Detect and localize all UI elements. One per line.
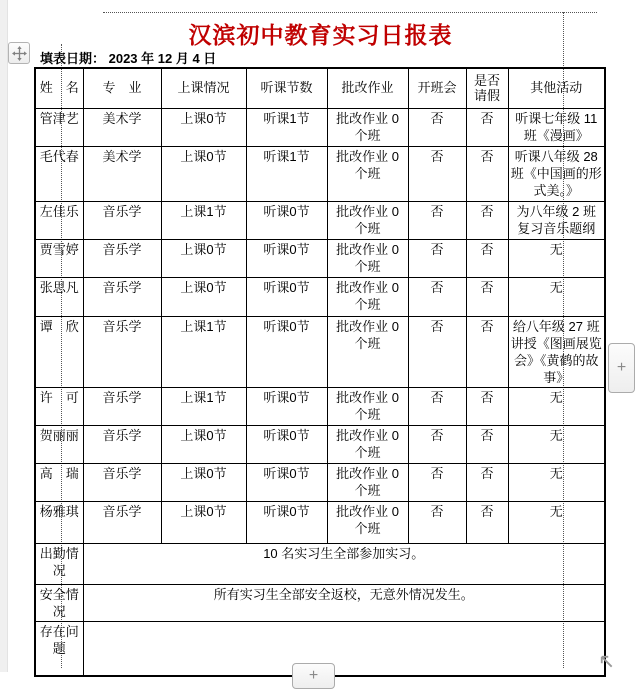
safety-label-cell[interactable]: 安全情况: [35, 584, 83, 621]
name-cell[interactable]: 左佳乐: [35, 201, 83, 239]
attendance-content-cell[interactable]: 10 名实习生全部参加实习。: [83, 543, 605, 584]
homework-cell[interactable]: 批改作业 0 个班: [327, 387, 408, 425]
major-cell[interactable]: 音乐学: [83, 425, 161, 463]
activity-cell[interactable]: 无: [508, 387, 605, 425]
major-cell[interactable]: 音乐学: [83, 239, 161, 277]
header-row: [35, 68, 605, 108]
mouse-cursor-icon: [599, 654, 614, 674]
summary-row-attendance: [35, 543, 605, 584]
teaching-cell[interactable]: 上课0节: [161, 463, 246, 501]
leave-cell[interactable]: 否: [466, 316, 508, 387]
table-row: [35, 201, 605, 239]
teaching-cell[interactable]: 上课1节: [161, 201, 246, 239]
class-meeting-cell[interactable]: 否: [408, 316, 466, 387]
teaching-cell[interactable]: 上课0节: [161, 146, 246, 201]
activity-cell[interactable]: 无: [508, 239, 605, 277]
leave-cell[interactable]: 否: [466, 425, 508, 463]
table-move-handle[interactable]: [8, 42, 30, 64]
table-row: [35, 501, 605, 543]
activity-cell[interactable]: 听课七年级 11 班《漫画》: [508, 108, 605, 146]
leave-cell[interactable]: 否: [466, 501, 508, 543]
class-meeting-cell[interactable]: 否: [408, 501, 466, 543]
class-meeting-cell[interactable]: 否: [408, 463, 466, 501]
name-cell[interactable]: 高 瑞: [35, 463, 83, 501]
problems-label-cell[interactable]: 存在问题: [35, 621, 83, 676]
four-way-arrow-icon: [12, 46, 27, 61]
activity-cell[interactable]: 听课八年级 28 班《中国画的形式美。》: [508, 146, 605, 201]
class-meeting-cell[interactable]: 否: [408, 146, 466, 201]
homework-cell[interactable]: 批改作业 0 个班: [327, 463, 408, 501]
name-cell[interactable]: 谭 欣: [35, 316, 83, 387]
teaching-cell[interactable]: 上课0节: [161, 501, 246, 543]
teaching-cell[interactable]: 上课0节: [161, 277, 246, 316]
activity-cell[interactable]: 无: [508, 277, 605, 316]
homework-cell[interactable]: 批改作业 0 个班: [327, 201, 408, 239]
table-row: [35, 108, 605, 146]
activity-cell[interactable]: 为八年级 2 班复习音乐题纲: [508, 201, 605, 239]
table-row: [35, 239, 605, 277]
teaching-cell[interactable]: 上课1节: [161, 387, 246, 425]
major-cell[interactable]: 美术学: [83, 146, 161, 201]
summary-row-safety: [35, 584, 605, 621]
leave-cell[interactable]: 否: [466, 201, 508, 239]
name-cell[interactable]: 管津艺: [35, 108, 83, 146]
safety-content-cell[interactable]: 所有实习生全部安全返校，无意外情况发生。: [83, 584, 605, 621]
activity-cell[interactable]: 无: [508, 501, 605, 543]
plus-icon: +: [308, 667, 319, 684]
name-cell[interactable]: 杨雅琪: [35, 501, 83, 543]
leave-cell[interactable]: 否: [466, 108, 508, 146]
document-title[interactable]: 汉滨初中教育实习日报表: [188, 22, 453, 48]
major-cell[interactable]: 音乐学: [83, 277, 161, 316]
add-row-button[interactable]: [292, 663, 335, 689]
name-cell[interactable]: 贺丽丽: [35, 425, 83, 463]
listening-cell[interactable]: 听课0节: [246, 387, 327, 425]
activity-cell[interactable]: 无: [508, 463, 605, 501]
name-cell[interactable]: 许 可: [35, 387, 83, 425]
col-header-major[interactable]: 专 业: [83, 68, 161, 108]
col-header-class-meeting[interactable]: 开班会: [408, 68, 466, 108]
fill-date-line[interactable]: 填表日期： 2023 年 12 月 4 日: [40, 51, 217, 66]
homework-cell[interactable]: 批改作业 0 个班: [327, 239, 408, 277]
homework-cell[interactable]: 批改作业 0 个班: [327, 108, 408, 146]
listening-cell[interactable]: 听课0节: [246, 277, 327, 316]
activity-cell[interactable]: 给八年级 27 班讲授《图画展览会》《黄鹤的故事》: [508, 316, 605, 387]
listening-cell[interactable]: 听课1节: [246, 108, 327, 146]
teaching-cell[interactable]: 上课1节: [161, 316, 246, 387]
major-cell[interactable]: 美术学: [83, 108, 161, 146]
listening-cell[interactable]: 听课1节: [246, 146, 327, 201]
teaching-cell[interactable]: 上课0节: [161, 108, 246, 146]
listening-cell[interactable]: 听课0节: [246, 316, 327, 387]
table-row: [35, 146, 605, 201]
problems-content-cell[interactable]: [83, 621, 605, 676]
text-boundary-top: [103, 12, 597, 13]
major-cell[interactable]: 音乐学: [83, 201, 161, 239]
leave-cell[interactable]: 否: [466, 463, 508, 501]
name-cell[interactable]: 张思凡: [35, 277, 83, 316]
name-cell[interactable]: 贾雪婷: [35, 239, 83, 277]
listening-cell[interactable]: 听课0节: [246, 463, 327, 501]
major-cell[interactable]: 音乐学: [83, 463, 161, 501]
activity-cell[interactable]: 无: [508, 425, 605, 463]
report-table: [34, 67, 606, 677]
class-meeting-cell[interactable]: 否: [408, 239, 466, 277]
col-header-other-activities[interactable]: 其他活动: [508, 68, 605, 108]
leave-cell[interactable]: 否: [466, 387, 508, 425]
class-meeting-cell[interactable]: 否: [408, 387, 466, 425]
page-edge-strip: [0, 0, 8, 672]
table-row: [35, 277, 605, 316]
leave-cell[interactable]: 否: [466, 239, 508, 277]
add-column-button[interactable]: [608, 343, 635, 393]
listening-cell[interactable]: 听课0节: [246, 425, 327, 463]
homework-cell[interactable]: 批改作业 0 个班: [327, 501, 408, 543]
listening-cell[interactable]: 听课0节: [246, 201, 327, 239]
major-cell[interactable]: 音乐学: [83, 387, 161, 425]
major-cell[interactable]: 音乐学: [83, 316, 161, 387]
col-header-listening[interactable]: 听课节数: [246, 68, 327, 108]
col-header-teaching[interactable]: 上课情况: [161, 68, 246, 108]
col-header-leave[interactable]: 是否请假: [466, 68, 508, 108]
class-meeting-cell[interactable]: 否: [408, 108, 466, 146]
plus-icon: +: [616, 359, 627, 376]
listening-cell[interactable]: 听课0节: [246, 501, 327, 543]
name-cell[interactable]: 毛代春: [35, 146, 83, 201]
leave-cell[interactable]: 否: [466, 277, 508, 316]
major-cell[interactable]: 音乐学: [83, 501, 161, 543]
table-row: [35, 387, 605, 425]
attendance-label-cell[interactable]: 出勤情况: [35, 543, 83, 584]
class-meeting-cell[interactable]: 否: [408, 425, 466, 463]
homework-cell[interactable]: 批改作业 0 个班: [327, 277, 408, 316]
table-row: [35, 463, 605, 501]
homework-cell[interactable]: 批改作业 0 个班: [327, 425, 408, 463]
homework-cell[interactable]: 批改作业 0 个班: [327, 146, 408, 201]
table-row: [35, 425, 605, 463]
class-meeting-cell[interactable]: 否: [408, 201, 466, 239]
homework-cell[interactable]: 批改作业 0 个班: [327, 316, 408, 387]
col-header-name[interactable]: 姓 名: [35, 68, 83, 108]
listening-cell[interactable]: 听课0节: [246, 239, 327, 277]
col-header-homework[interactable]: 批改作业: [327, 68, 408, 108]
leave-cell[interactable]: 否: [466, 146, 508, 201]
teaching-cell[interactable]: 上课0节: [161, 239, 246, 277]
class-meeting-cell[interactable]: 否: [408, 277, 466, 316]
table-row: [35, 316, 605, 387]
teaching-cell[interactable]: 上课0节: [161, 425, 246, 463]
